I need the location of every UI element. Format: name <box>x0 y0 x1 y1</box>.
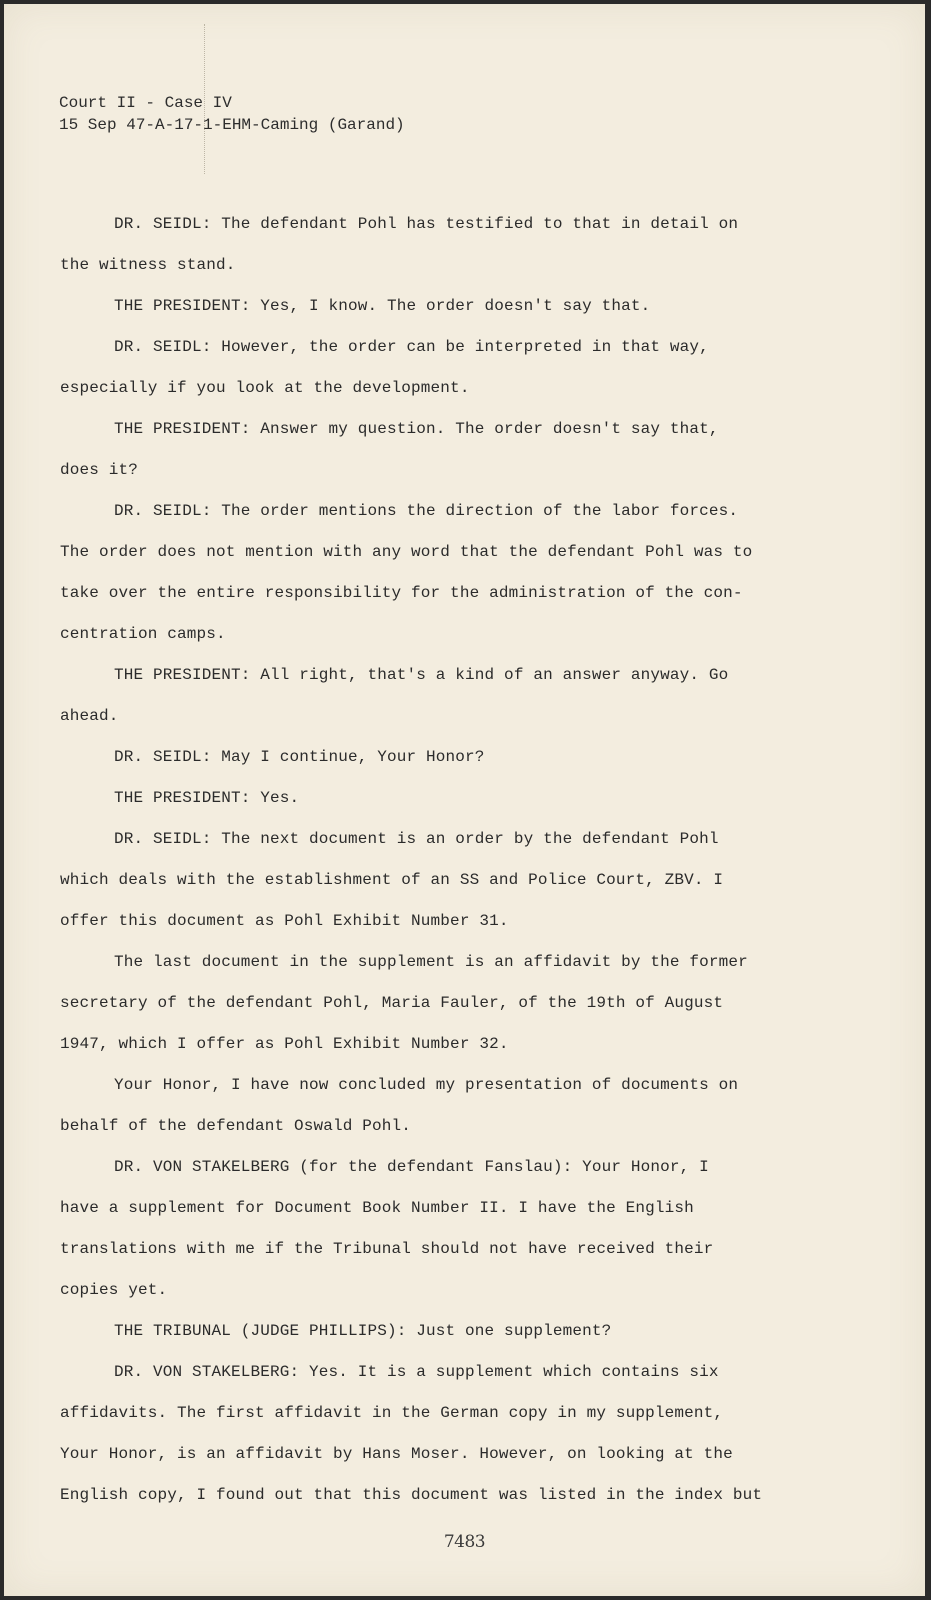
transcript-line: take over the entire responsibility for the administration of the con- <box>60 584 743 602</box>
header-case-line: Court II - Case IV <box>59 94 232 112</box>
transcript-line: especially if you look at the development. <box>60 379 470 397</box>
transcript-line: THE PRESIDENT: Answer my question. The order doesn't say that, <box>114 420 719 438</box>
transcript-line: The last document in the supplement is an affidavit by the former <box>114 953 748 971</box>
transcript-line: THE PRESIDENT: Yes. <box>114 789 300 807</box>
transcript-line: have a supplement for Document Book Number II. I have the English <box>60 1199 694 1217</box>
transcript-line: DR. SEIDL: The next document is an order by the defendant Pohl <box>114 830 719 848</box>
transcript-line: behalf of the defendant Oswald Pohl. <box>60 1117 412 1135</box>
transcript-line: translations with me if the Tribunal should not have received their <box>60 1240 714 1258</box>
transcript-body <box>60 204 800 1516</box>
transcript-line: the witness stand. <box>60 256 236 274</box>
transcript-line: English copy, I found out that this document was listed in the index but <box>60 1486 763 1504</box>
transcript-line: THE PRESIDENT: Yes, I know. The order doesn't say that. <box>114 297 651 315</box>
header-date-line: 15 Sep 47-A-17-1-EHM-Caming (Garand) <box>59 116 405 134</box>
transcript-line: DR. VON STAKELBERG: Yes. It is a supplement which contains six <box>114 1363 719 1381</box>
transcript-line: DR. SEIDL: The defendant Pohl has testified to that in detail on <box>114 215 739 233</box>
transcript-line: affidavits. The first affidavit in the German copy in my supplement, <box>60 1404 724 1422</box>
transcript-line: THE TRIBUNAL (JUDGE PHILLIPS): Just one supplement? <box>114 1322 612 1340</box>
transcript-line: ahead. <box>60 707 119 725</box>
transcript-line: DR. VON STAKELBERG (for the defendant Fanslau): Your Honor, I <box>114 1158 709 1176</box>
transcript-line: Your Honor, is an affidavit by Hans Moser. However, on looking at the <box>60 1445 733 1463</box>
document-header <box>59 92 405 136</box>
transcript-page <box>4 4 925 1596</box>
transcript-line: which deals with the establishment of an SS and Police Court, ZBV. I <box>60 871 724 889</box>
transcript-line: copies yet. <box>60 1281 168 1299</box>
transcript-line: DR. SEIDL: May I continue, Your Honor? <box>114 748 485 766</box>
transcript-line: THE PRESIDENT: All right, that's a kind of an answer anyway. Go <box>114 666 729 684</box>
page-number: 7483 <box>443 1532 486 1552</box>
transcript-line: centration camps. <box>60 625 226 643</box>
transcript-line: secretary of the defendant Pohl, Maria Fauler, of the 19th of August <box>60 994 724 1012</box>
transcript-line: The order does not mention with any word that the defendant Pohl was to <box>60 543 753 561</box>
transcript-line: 1947, which I offer as Pohl Exhibit Number 32. <box>60 1035 509 1053</box>
transcript-line: does it? <box>60 461 139 479</box>
transcript-line: Your Honor, I have now concluded my presentation of documents on <box>114 1076 739 1094</box>
transcript-line: DR. SEIDL: The order mentions the direction of the labor forces. <box>114 502 739 520</box>
transcript-line: offer this document as Pohl Exhibit Number 31. <box>60 912 509 930</box>
transcript-line: DR. SEIDL: However, the order can be interpreted in that way, <box>114 338 709 356</box>
